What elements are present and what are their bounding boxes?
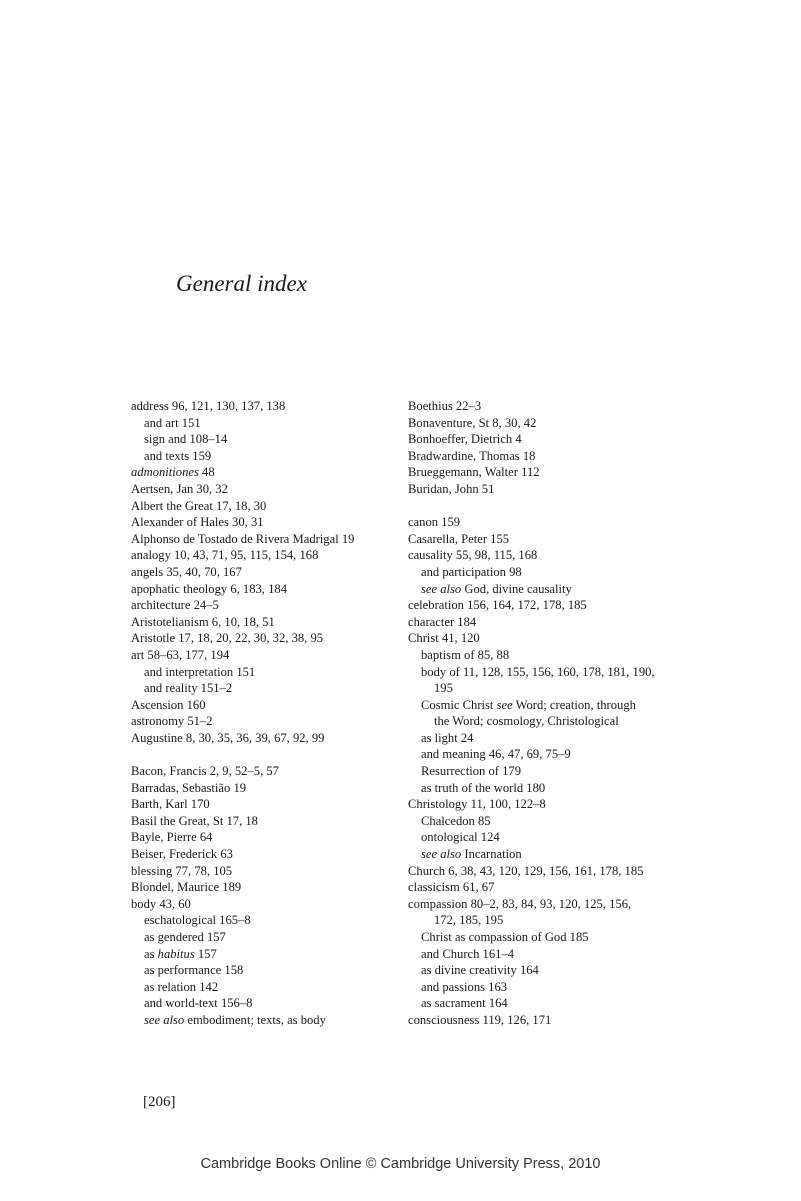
index-text: classicism 61, 67	[408, 880, 495, 895]
index-entry	[131, 614, 421, 631]
index-subentry	[408, 780, 698, 797]
index-text: celebration 156, 164, 172, 178, 185	[408, 598, 587, 613]
index-entry	[408, 398, 698, 415]
index-text: Alphonso de Tostado de Rivera Madrigal 19	[131, 531, 355, 546]
index-text: 157	[194, 946, 217, 961]
copyright-footer: Cambridge Books Online © Cambridge University Press, 2010	[200, 1156, 601, 1172]
index-text: as divine creativity 164	[421, 963, 539, 978]
page-number: [206]	[143, 1094, 176, 1110]
index-text: Aertsen, Jan 30, 32	[131, 481, 228, 496]
index-subentry	[408, 697, 698, 714]
index-text: and interpretation 151	[144, 664, 256, 679]
index-entry	[131, 763, 421, 780]
index-text: Bonaventure, St 8, 30, 42	[408, 415, 537, 430]
index-text: character 184	[408, 614, 477, 629]
index-text: Basil the Great, St 17, 18	[131, 813, 258, 828]
index-text: Alexander of Hales 30, 31	[131, 515, 264, 530]
index-text: Albert the Great 17, 18, 30	[131, 498, 267, 513]
index-text: and world-text 156–8	[144, 996, 253, 1011]
index-subentry	[408, 746, 698, 763]
index-entry	[131, 630, 421, 647]
index-subentry	[131, 912, 421, 929]
index-text: Chalcedon 85	[421, 813, 491, 828]
index-subentry	[131, 448, 421, 465]
index-text: 195	[434, 681, 453, 696]
index-text: canon 159	[408, 515, 461, 530]
index-entry	[408, 415, 698, 432]
index-subentry	[408, 946, 698, 963]
index-text: baptism of 85, 88	[421, 647, 510, 662]
index-text: and art 151	[144, 415, 201, 430]
index-text: Blondel, Maurice 189	[131, 880, 242, 895]
index-text: analogy 10, 43, 71, 95, 115, 154, 168	[131, 548, 319, 563]
index-entry	[131, 481, 421, 498]
index-entry	[408, 630, 698, 647]
index-text: Buridan, John 51	[408, 481, 495, 496]
index-text: God, divine causality	[461, 581, 572, 596]
index-subentry	[131, 415, 421, 432]
index-text: Beiser, Frederick 63	[131, 847, 233, 862]
index-text: as	[144, 946, 158, 961]
index-subentry	[131, 929, 421, 946]
index-entry	[131, 896, 421, 913]
index-subentry	[408, 581, 698, 598]
index-subentry	[408, 680, 698, 697]
index-text: Church 6, 38, 43, 120, 129, 156, 161, 178, 185	[408, 863, 644, 878]
index-text: astronomy 51–2	[131, 714, 213, 729]
index-italic-text: see also	[144, 1012, 185, 1027]
index-text: Casarella, Peter 155	[408, 531, 510, 546]
index-text: Bonhoeffer, Dietrich 4	[408, 432, 522, 447]
index-text: architecture 24–5	[131, 598, 219, 613]
index-entry	[131, 829, 421, 846]
index-entry	[408, 464, 698, 481]
index-text: apophatic theology 6, 183, 184	[131, 581, 287, 596]
index-text: and Church 161–4	[421, 946, 515, 961]
index-entry	[131, 879, 421, 896]
index-text: Christology 11, 100, 122–8	[408, 797, 546, 812]
index-text: embodiment; texts, as body	[184, 1012, 326, 1027]
index-italic-text: habitus	[157, 946, 195, 961]
index-text: Boethius 22–3	[408, 399, 482, 413]
index-entry	[131, 581, 421, 598]
index-text: Bacon, Francis 2, 9, 52–5, 57	[131, 764, 279, 779]
index-text: causality 55, 98, 115, 168	[408, 548, 538, 563]
index-subentry	[131, 995, 421, 1012]
index-text: as truth of the world 180	[421, 780, 546, 795]
index-subentry	[408, 846, 698, 863]
index-italic-text: admonitiones	[131, 465, 199, 480]
index-text: art 58–63, 177, 194	[131, 647, 230, 662]
index-subentry	[131, 979, 421, 996]
index-entry	[408, 896, 698, 913]
index-text: body of 11, 128, 155, 156, 160, 178, 181, 190,	[421, 664, 655, 679]
index-entry	[131, 846, 421, 863]
index-subentry	[131, 680, 421, 697]
index-text: as light 24	[421, 730, 474, 745]
index-italic-text: see also	[421, 581, 462, 596]
index-entry	[131, 498, 421, 515]
index-text: Resurrection of 179	[421, 764, 522, 779]
index-subentry	[408, 647, 698, 664]
index-text: Bradwardine, Thomas 18	[408, 448, 536, 463]
index-entry	[131, 531, 421, 548]
index-entry	[408, 912, 698, 929]
index-subentry	[408, 962, 698, 979]
index-text: Cosmic Christ	[421, 697, 497, 712]
index-text: compassion 80–2, 83, 84, 93, 120, 125, 156,	[408, 896, 632, 911]
index-text: and reality 151–2	[144, 681, 233, 696]
index-text: angels 35, 40, 70, 167	[131, 564, 242, 579]
index-entry	[131, 796, 421, 813]
index-text: address 96, 121, 130, 137, 138	[131, 399, 286, 413]
index-text: Aristotelianism 6, 10, 18, 51	[131, 614, 275, 629]
index-subentry	[408, 664, 698, 681]
index-entry	[131, 730, 421, 747]
index-text: as performance 158	[144, 963, 244, 978]
index-column-left	[131, 398, 421, 1029]
index-entry	[131, 398, 421, 415]
index-text: Ascension 160	[131, 697, 206, 712]
index-letter-gap	[131, 746, 421, 763]
index-text: as relation 142	[144, 979, 219, 994]
index-text: Barth, Karl 170	[131, 797, 210, 812]
index-subentry	[408, 995, 698, 1012]
index-entry	[131, 697, 421, 714]
index-text: Bayle, Pierre 64	[131, 830, 213, 845]
index-text: as sacrament 164	[421, 996, 508, 1011]
index-subentry	[408, 929, 698, 946]
index-text: Barradas, Sebastião 19	[131, 780, 247, 795]
index-text: 48	[198, 465, 215, 480]
index-entry	[408, 879, 698, 896]
index-entry	[408, 481, 698, 498]
index-entry	[131, 780, 421, 797]
index-text: and participation 98	[421, 564, 522, 579]
index-text: Christ as compassion of God 185	[421, 930, 589, 944]
index-text: Augustine 8, 30, 35, 36, 39, 67, 92, 99	[131, 730, 325, 745]
index-text: eschatological 165–8	[144, 913, 251, 928]
index-entry	[408, 531, 698, 548]
index-text: blessing 77, 78, 105	[131, 863, 233, 878]
index-entry	[408, 448, 698, 465]
index-text: Brueggemann, Walter 112	[408, 465, 540, 480]
index-text: the Word; cosmology, Christological	[434, 714, 619, 729]
index-entry	[131, 647, 421, 664]
index-entry	[408, 514, 698, 531]
index-text: and meaning 46, 47, 69, 75–9	[421, 747, 571, 762]
index-letter-gap	[408, 498, 698, 515]
index-subentry	[408, 763, 698, 780]
index-entry	[131, 597, 421, 614]
index-subentry	[408, 813, 698, 830]
index-text: Word; creation, through	[512, 697, 636, 712]
index-text: as gendered 157	[144, 930, 226, 944]
index-subentry	[131, 962, 421, 979]
index-text: Aristotle 17, 18, 20, 22, 30, 32, 38, 95	[131, 631, 324, 646]
index-text: body 43, 60	[131, 896, 191, 911]
index-entry	[131, 813, 421, 830]
index-text: consciousness 119, 126, 171	[408, 1012, 552, 1027]
index-subentry	[131, 431, 421, 448]
page-title: General index	[176, 271, 307, 296]
index-text: sign and 108–14	[144, 432, 228, 447]
index-italic-text: see also	[421, 847, 462, 862]
index-entry	[131, 547, 421, 564]
index-entry	[408, 796, 698, 813]
index-text: and texts 159	[144, 448, 212, 463]
index-text: ontological 124	[421, 830, 500, 845]
index-subentry	[131, 946, 421, 963]
index-italic-text: see	[496, 697, 513, 712]
index-subentry	[131, 1012, 421, 1029]
index-text: Incarnation	[461, 847, 522, 862]
index-entry	[131, 564, 421, 581]
index-entry	[131, 863, 421, 880]
index-column-right	[408, 398, 698, 1029]
index-entry	[408, 1012, 698, 1029]
index-entry	[408, 614, 698, 631]
index-text: and passions 163	[421, 979, 508, 994]
index-entry	[408, 863, 698, 880]
index-entry	[408, 547, 698, 564]
index-subentry	[408, 713, 698, 730]
index-entry	[131, 514, 421, 531]
index-entry	[131, 464, 421, 481]
index-entry	[408, 431, 698, 448]
index-subentry	[408, 829, 698, 846]
index-entry	[131, 713, 421, 730]
index-text: 172, 185, 195	[434, 913, 504, 928]
index-entry	[408, 597, 698, 614]
index-subentry	[408, 564, 698, 581]
index-subentry	[408, 979, 698, 996]
index-subentry	[131, 664, 421, 681]
index-subentry	[408, 730, 698, 747]
index-text: Christ 41, 120	[408, 631, 480, 646]
